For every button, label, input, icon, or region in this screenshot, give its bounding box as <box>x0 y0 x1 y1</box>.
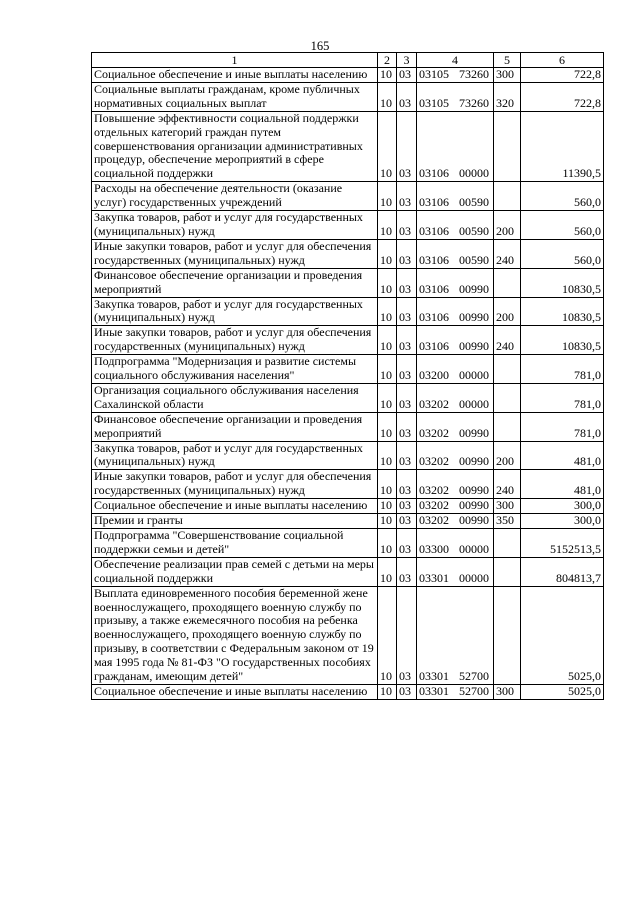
target-article-direction-code: 52700 <box>459 669 489 684</box>
table-row <box>92 297 604 326</box>
row-subsection: 03 <box>397 529 417 558</box>
row-subsection: 03 <box>397 470 417 499</box>
row-section: 10 <box>378 355 397 384</box>
row-target-article <box>417 684 494 699</box>
target-article-direction-code: 00000 <box>459 166 489 181</box>
row-expense-type: 300 <box>494 684 521 699</box>
row-subsection: 03 <box>397 239 417 268</box>
row-section: 10 <box>378 268 397 297</box>
row-amount: 722,8 <box>521 82 604 111</box>
row-target-article <box>417 182 494 211</box>
row-amount: 781,0 <box>521 355 604 384</box>
target-article-direction-code: 73260 <box>459 67 489 81</box>
row-subsection: 03 <box>397 326 417 355</box>
column-header-section: 2 <box>378 53 397 68</box>
row-name: Подпрограмма "Модернизация и развитие системы социального обслуживания населения" <box>92 355 378 384</box>
row-target-article <box>417 82 494 111</box>
row-amount: 300,0 <box>521 499 604 514</box>
target-article-direction-code: 00000 <box>459 396 489 411</box>
row-subsection: 03 <box>397 684 417 699</box>
row-name: Социальное обеспечение и иные выплаты населению <box>92 499 378 514</box>
table-row <box>92 239 604 268</box>
target-article-program-code: 03202 <box>419 425 449 440</box>
target-article-direction-code: 00990 <box>459 339 489 354</box>
row-section: 10 <box>378 82 397 111</box>
row-section: 10 <box>378 68 397 83</box>
target-article-direction-code: 00590 <box>459 223 489 238</box>
target-article-program-code: 03106 <box>419 195 449 210</box>
target-article-direction-code: 73260 <box>459 95 489 110</box>
row-target-article <box>417 470 494 499</box>
row-name: Социальные выплаты гражданам, кроме публичных нормативных социальных выплат <box>92 82 378 111</box>
row-section: 10 <box>378 182 397 211</box>
row-expense-type <box>494 383 521 412</box>
row-name: Закупка товаров, работ и услуг для государственных (муниципальных) нужд <box>92 441 378 470</box>
row-amount: 11390,5 <box>521 111 604 182</box>
row-name: Социальное обеспечение и иные выплаты населению <box>92 684 378 699</box>
row-amount: 5025,0 <box>521 684 604 699</box>
table-row <box>92 268 604 297</box>
table-row <box>92 470 604 499</box>
column-header-name: 1 <box>92 53 378 68</box>
row-amount: 5025,0 <box>521 586 604 684</box>
target-article-program-code: 03105 <box>419 67 449 81</box>
table-row <box>92 499 604 514</box>
row-name: Иные закупки товаров, работ и услуг для обеспечения государственных (муниципальных) нужд <box>92 470 378 499</box>
row-section: 10 <box>378 111 397 182</box>
target-article-direction-code: 00990 <box>459 310 489 325</box>
column-header-subsection: 3 <box>397 53 417 68</box>
row-section: 10 <box>378 557 397 586</box>
target-article-program-code: 03301 <box>419 684 449 698</box>
row-amount: 804813,7 <box>521 557 604 586</box>
table-row <box>92 383 604 412</box>
row-amount: 10830,5 <box>521 297 604 326</box>
table-header-row <box>92 53 604 68</box>
row-section: 10 <box>378 441 397 470</box>
row-expense-type <box>494 182 521 211</box>
table-row <box>92 684 604 699</box>
target-article-program-code: 03202 <box>419 498 449 513</box>
row-name: Организация социального обслуживания населения Сахалинской области <box>92 383 378 412</box>
row-subsection: 03 <box>397 499 417 514</box>
row-name: Социальное обеспечение и иные выплаты населению <box>92 68 378 83</box>
target-article-program-code: 03301 <box>419 570 449 585</box>
row-target-article <box>417 383 494 412</box>
row-target-article <box>417 297 494 326</box>
row-section: 10 <box>378 529 397 558</box>
target-article-program-code: 03200 <box>419 368 449 383</box>
target-article-direction-code: 00990 <box>459 454 489 469</box>
row-subsection: 03 <box>397 82 417 111</box>
target-article-direction-code: 00590 <box>459 195 489 210</box>
target-article-program-code: 03106 <box>419 310 449 325</box>
row-subsection: 03 <box>397 355 417 384</box>
column-header-target-article: 4 <box>417 53 494 68</box>
row-target-article <box>417 586 494 684</box>
row-section: 10 <box>378 326 397 355</box>
table-row <box>92 557 604 586</box>
row-subsection: 03 <box>397 297 417 326</box>
target-article-program-code: 03202 <box>419 396 449 411</box>
row-expense-type: 320 <box>494 82 521 111</box>
target-article-direction-code: 00000 <box>459 570 489 585</box>
row-amount: 5152513,5 <box>521 529 604 558</box>
row-subsection: 03 <box>397 211 417 240</box>
row-expense-type <box>494 355 521 384</box>
row-subsection: 03 <box>397 557 417 586</box>
row-name: Премии и гранты <box>92 514 378 529</box>
row-amount: 300,0 <box>521 514 604 529</box>
row-amount: 781,0 <box>521 412 604 441</box>
row-amount: 481,0 <box>521 441 604 470</box>
row-expense-type <box>494 268 521 297</box>
row-expense-type: 350 <box>494 514 521 529</box>
table-row <box>92 211 604 240</box>
row-name: Иные закупки товаров, работ и услуг для обеспечения государственных (муниципальных) нужд <box>92 326 378 355</box>
row-target-article <box>417 499 494 514</box>
row-target-article <box>417 441 494 470</box>
table-row <box>92 514 604 529</box>
row-name: Закупка товаров, работ и услуг для государственных (муниципальных) нужд <box>92 297 378 326</box>
row-section: 10 <box>378 499 397 514</box>
row-subsection: 03 <box>397 68 417 83</box>
row-target-article <box>417 412 494 441</box>
target-article-program-code: 03301 <box>419 669 449 684</box>
row-target-article <box>417 239 494 268</box>
row-amount: 481,0 <box>521 470 604 499</box>
row-expense-type <box>494 111 521 182</box>
target-article-program-code: 03105 <box>419 95 449 110</box>
table-row <box>92 355 604 384</box>
target-article-program-code: 03106 <box>419 252 449 267</box>
row-expense-type: 240 <box>494 470 521 499</box>
row-subsection: 03 <box>397 514 417 529</box>
row-subsection: 03 <box>397 111 417 182</box>
table-row <box>92 82 604 111</box>
row-subsection: 03 <box>397 441 417 470</box>
row-name: Повышение эффективности социальной поддержки отдельных категорий граждан путем совершенствования организации административных процедур, обеспечение мероприятий в сфере социальной поддержки <box>92 111 378 182</box>
row-target-article <box>417 514 494 529</box>
row-expense-type <box>494 412 521 441</box>
target-article-direction-code: 00000 <box>459 541 489 556</box>
row-expense-type: 200 <box>494 211 521 240</box>
row-amount: 722,8 <box>521 68 604 83</box>
row-amount: 560,0 <box>521 211 604 240</box>
row-amount: 781,0 <box>521 383 604 412</box>
target-article-program-code: 03202 <box>419 513 449 528</box>
budget-table <box>91 52 604 700</box>
row-section: 10 <box>378 412 397 441</box>
target-article-program-code: 03106 <box>419 339 449 354</box>
target-article-direction-code: 00990 <box>459 425 489 440</box>
row-name: Выплата единовременного пособия беременной жене военнослужащего, проходящего военную службу по призыву, а также ежемесячного пособия на ребенка военнослужащего, проходящего военную службу по призыву, в соответствии с Федеральным законом от 19 мая 1995 года № 81-ФЗ "О государственных пособиях гражданам, имеющим детей" <box>92 586 378 684</box>
row-name: Расходы на обеспечение деятельности (оказание услуг) государственных учреждений <box>92 182 378 211</box>
page-number: 165 <box>310 39 330 53</box>
target-article-direction-code: 00990 <box>459 498 489 513</box>
row-expense-type: 240 <box>494 326 521 355</box>
target-article-direction-code: 00990 <box>459 513 489 528</box>
column-header-amount: 6 <box>521 53 604 68</box>
table-row <box>92 529 604 558</box>
row-section: 10 <box>378 684 397 699</box>
row-name: Иные закупки товаров, работ и услуг для обеспечения государственных (муниципальных) нужд <box>92 239 378 268</box>
column-header-expense-type: 5 <box>494 53 521 68</box>
target-article-direction-code: 00000 <box>459 368 489 383</box>
row-amount: 10830,5 <box>521 326 604 355</box>
row-target-article <box>417 268 494 297</box>
row-section: 10 <box>378 297 397 326</box>
row-expense-type: 300 <box>494 499 521 514</box>
row-name: Закупка товаров, работ и услуг для государственных (муниципальных) нужд <box>92 211 378 240</box>
target-article-program-code: 03106 <box>419 223 449 238</box>
row-section: 10 <box>378 586 397 684</box>
row-amount: 560,0 <box>521 239 604 268</box>
row-subsection: 03 <box>397 586 417 684</box>
row-name: Финансовое обеспечение организации и проведения мероприятий <box>92 268 378 297</box>
target-article-program-code: 03106 <box>419 281 449 296</box>
table-row <box>92 68 604 83</box>
row-subsection: 03 <box>397 182 417 211</box>
row-expense-type: 240 <box>494 239 521 268</box>
target-article-direction-code: 52700 <box>459 684 489 698</box>
row-target-article <box>417 326 494 355</box>
table-row <box>92 326 604 355</box>
table-row <box>92 182 604 211</box>
table-row <box>92 111 604 182</box>
target-article-direction-code: 00990 <box>459 281 489 296</box>
row-subsection: 03 <box>397 412 417 441</box>
row-expense-type: 200 <box>494 441 521 470</box>
row-target-article <box>417 355 494 384</box>
row-section: 10 <box>378 514 397 529</box>
row-expense-type: 200 <box>494 297 521 326</box>
target-article-program-code: 03106 <box>419 166 449 181</box>
row-target-article <box>417 529 494 558</box>
row-amount: 560,0 <box>521 182 604 211</box>
row-target-article <box>417 211 494 240</box>
target-article-direction-code: 00590 <box>459 252 489 267</box>
row-target-article <box>417 111 494 182</box>
target-article-program-code: 03202 <box>419 483 449 498</box>
row-name: Обеспечение реализации прав семей с детьми на меры социальной поддержки <box>92 557 378 586</box>
row-name: Финансовое обеспечение организации и проведения мероприятий <box>92 412 378 441</box>
row-target-article <box>417 68 494 83</box>
row-section: 10 <box>378 470 397 499</box>
row-section: 10 <box>378 239 397 268</box>
row-expense-type <box>494 586 521 684</box>
row-section: 10 <box>378 383 397 412</box>
target-article-program-code: 03202 <box>419 454 449 469</box>
row-expense-type: 300 <box>494 68 521 83</box>
target-article-program-code: 03300 <box>419 541 449 556</box>
target-article-direction-code: 00990 <box>459 483 489 498</box>
row-amount: 10830,5 <box>521 268 604 297</box>
row-section: 10 <box>378 211 397 240</box>
table-row <box>92 586 604 684</box>
row-name: Подпрограмма "Совершенствование социальной поддержки семьи и детей" <box>92 529 378 558</box>
row-expense-type <box>494 529 521 558</box>
row-subsection: 03 <box>397 268 417 297</box>
table-row <box>92 412 604 441</box>
row-subsection: 03 <box>397 383 417 412</box>
table-row <box>92 441 604 470</box>
row-expense-type <box>494 557 521 586</box>
row-target-article <box>417 557 494 586</box>
